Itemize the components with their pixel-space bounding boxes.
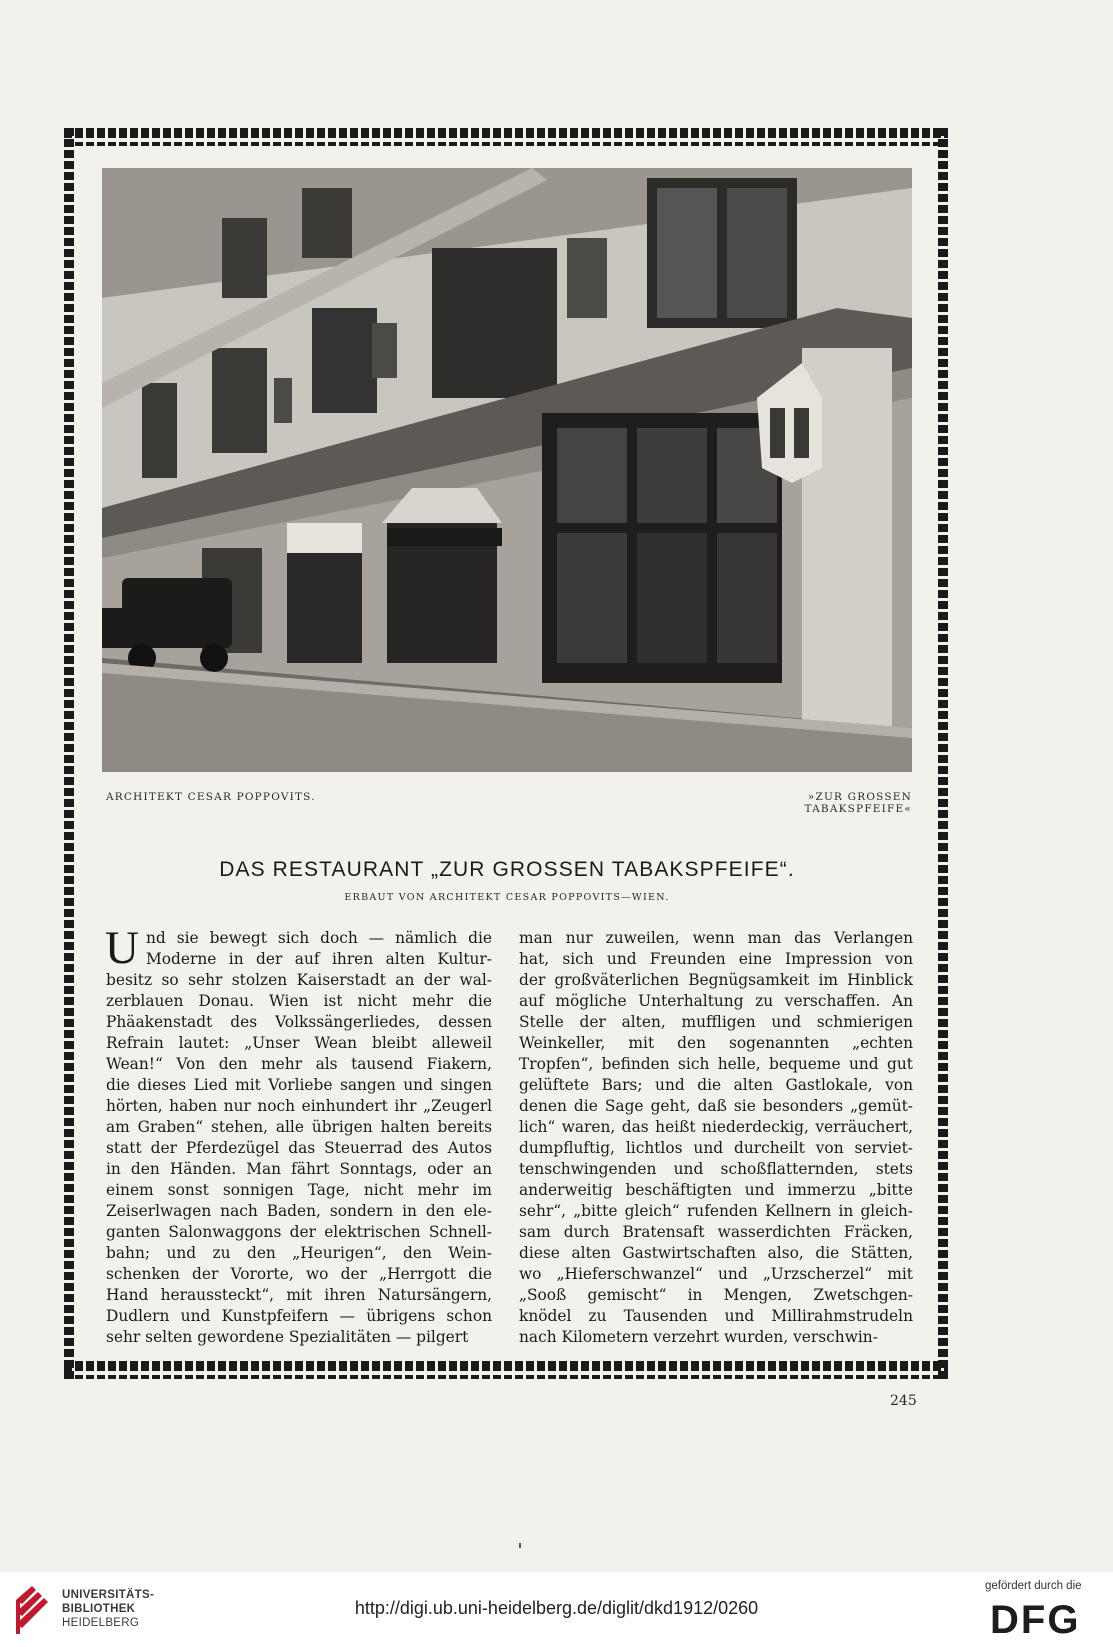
text-line: tenschwingenden und schoßflatternden, stets — [519, 1160, 913, 1178]
text-line: der großväterlichen Begnügsamkeit im Hinblick — [519, 971, 913, 989]
text-line: Wean!“ Von den mehr als tausend Fiakern, — [106, 1055, 492, 1073]
text-line: auf mögliche Unterhaltung zu verschaffen. An — [519, 992, 913, 1010]
text-column-left — [105, 922, 492, 1348]
text-line: hörten, haben nur noch einhundert ihr „Zeugerl — [106, 1097, 492, 1115]
text-line: Weinkeller, mit den sogenannten „echten — [519, 1034, 913, 1052]
text-line: am Graben“ stehen, alle übrigen halten bereits — [106, 1118, 492, 1136]
text-line: schenken der Vororte, wo der „Herrgott die — [106, 1265, 492, 1283]
text-line: besitz so sehr stolzen Kaiserstadt an der wal- — [106, 971, 492, 989]
text-line: ganten Salonwaggons der elektrischen Schnell- — [106, 1223, 492, 1241]
text-line: wo „Hieferschwanzel“ und „Urzscherzel“ mit — [519, 1265, 913, 1283]
library-name-line: UNIVERSITÄTS- — [62, 1589, 155, 1601]
text-line: diese alten Gastwirtschaften also, die Stätten, — [519, 1244, 913, 1262]
text-line: knödel zu Tausenden und Millirahmstrudeln — [519, 1307, 913, 1325]
article-subtitle: ERBAUT VON ARCHITEKT CESAR POPPOVITS—WIEN. — [344, 892, 670, 903]
text-line: Refrain lautet: „Unser Wean bleibt alleweil — [106, 1034, 492, 1052]
restaurant-facade-photo — [102, 168, 912, 772]
text-line: lich“ waren, das heißt niederdeckig, verräuchert, — [519, 1118, 913, 1136]
drop-cap: U — [105, 922, 139, 974]
text-line: Tropfen“, befinden sich helle, bequeme und gut — [519, 1055, 913, 1073]
text-line: sam durch Bratensaft wasserdichten Fräcken, — [519, 1223, 913, 1241]
photo-caption-architect: ARCHITEKT CESAR POPPOVITS. — [106, 791, 316, 803]
print-tick-mark — [519, 1543, 521, 1548]
text-line: „Sooß gemischt“ in Mengen, Zwetschgen- — [519, 1286, 913, 1304]
text-line: Phäakenstadt des Volkssängerliedes, dessen — [106, 1013, 492, 1031]
text-line: Moderne in der auf ihren alten Kultur- — [146, 950, 492, 968]
text-line: bahn; und zu den „Heurigen“, den Wein- — [106, 1244, 492, 1262]
page-number: 245 — [890, 1393, 917, 1409]
text-line: Dudlern und Kunstpfeifern — übrigens schon — [106, 1307, 492, 1325]
article-title: DAS RESTAURANT „ZUR GROSSEN TABAKSPFEIFE“. — [219, 858, 795, 881]
frame-top-border — [64, 128, 948, 138]
frame-bottom-inner-border — [64, 1375, 948, 1379]
text-line: anderweitig beschäftigten und immerzu „bitte — [519, 1181, 913, 1199]
library-name-line: HEIDELBERG — [62, 1617, 140, 1629]
text-line: die dieses Lied mit Vorliebe sangen und singen — [106, 1076, 492, 1094]
university-library-logo — [12, 1582, 54, 1638]
text-line: Hand heraussteckt“, mit ihren Natursängern, — [106, 1286, 492, 1304]
library-name — [62, 1588, 154, 1630]
text-line: denen die Sage geht, daß sie besonders „gemüt- — [519, 1097, 913, 1115]
text-line: Zeiserlwagen nach Baden, sondern in den ele- — [106, 1202, 492, 1220]
text-line: hat, sich und Freunden eine Impression von — [519, 950, 913, 968]
dfg-logo: DFG — [990, 1598, 1081, 1642]
text-line: gelüftete Bars; und die alten Gastlokale, von — [519, 1076, 913, 1094]
text-line: zerblauen Donau. Wien ist nicht mehr die — [106, 992, 492, 1010]
frame-top-inner-border — [64, 142, 948, 146]
text-line: einem sonst sonnigen Tage, nicht mehr im — [106, 1181, 492, 1199]
text-line: statt der Pferdezügel das Steuerrad des Autos — [106, 1139, 492, 1157]
text-line: sehr selten gewordene Spezialitäten — pilgert — [106, 1328, 469, 1346]
frame-bottom-border — [64, 1361, 948, 1371]
text-line: nd sie bewegt sich doch — nämlich die — [146, 929, 492, 947]
text-line: in den Händen. Man fährt Sonntags, oder an — [106, 1160, 492, 1178]
digitization-footer — [0, 1572, 1113, 1647]
library-name-line: BIBLIOTHEK — [62, 1603, 136, 1615]
text-line: dumpfluftig, lichtlos und durcheilt von serviet- — [519, 1139, 913, 1157]
text-line: Stelle der alten, muffligen und schmierigen — [519, 1013, 913, 1031]
text-column-right — [519, 928, 913, 1348]
text-line: nach Kilometern verzehrt wurden, verschwin- — [519, 1328, 878, 1346]
frame-left-border — [64, 128, 74, 1379]
frame-right-border — [938, 128, 948, 1379]
text-line: sehr“, „bitte gleich“ rufenden Kellnern in gleich- — [519, 1202, 913, 1220]
permalink-url[interactable]: http://digi.ub.uni-heidelberg.de/diglit/dkd1912/0260 — [354, 1598, 759, 1618]
funded-by-label: gefördert durch die — [985, 1580, 1082, 1592]
photo-caption-title: »ZUR GROSSEN TABAKSPFEIFE« — [804, 791, 912, 815]
text-line: man nur zuweilen, wenn man das Verlangen — [519, 929, 913, 947]
